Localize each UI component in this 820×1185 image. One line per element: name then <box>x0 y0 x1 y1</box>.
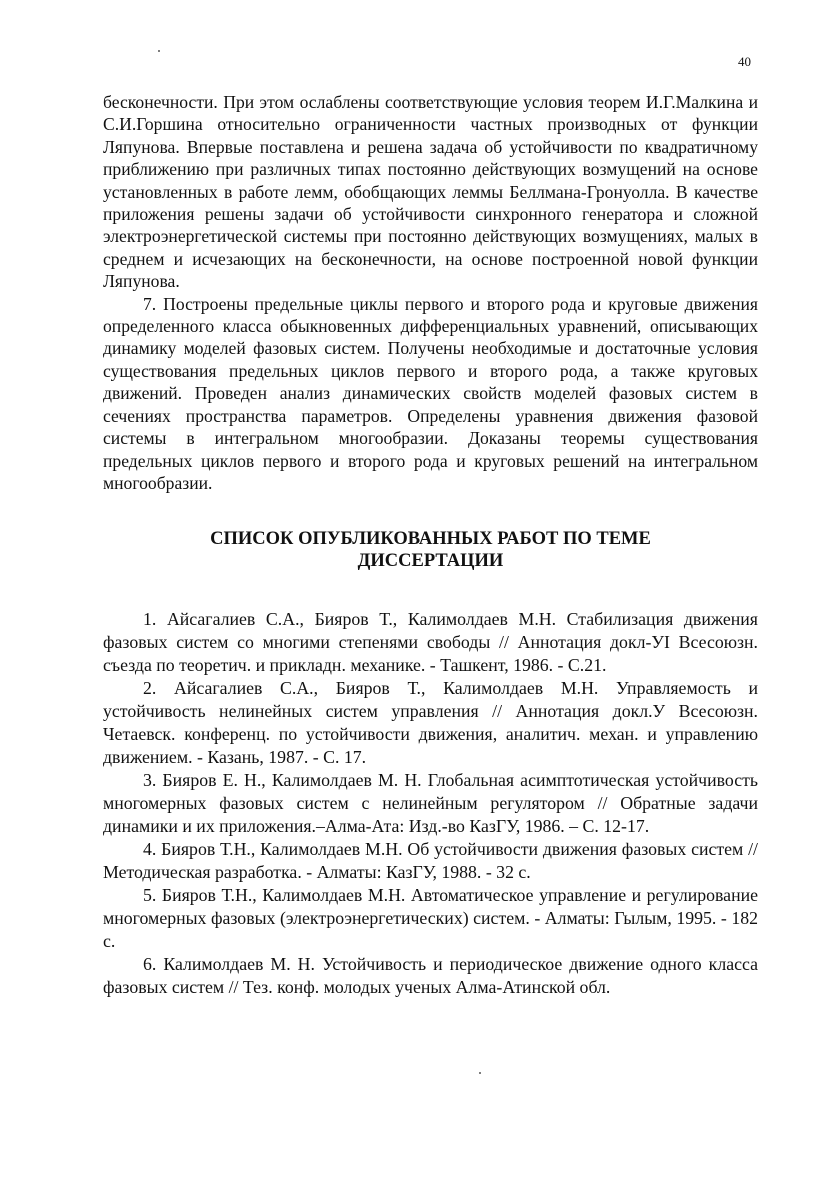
reference-item: 6. Калимолдаев М. Н. Устойчивость и периодическое движение одного класса фазовых систем // Тез. конф. молодых ученых Алма-Атинской обл. <box>103 954 758 998</box>
reference-item: 4. Бияров Т.Н., Калимолдаев М.Н. Об устойчивости движения фазовых систем // Методическая разработка. - Алматы: КазГУ, 1988. - 32 с. <box>103 839 758 883</box>
reference-item: 2. Айсагалиев С.А., Бияров Т., Калимолдаев М.Н. Управляемость и устойчивость нелинейных систем управления // Аннотация докл.У Всесоюзн. Четаевск. конференц. по устойчивости движения, аналитич. механ. и управлению движением. - Казань, 1987. - С. 17. <box>103 678 758 768</box>
page-number: 40 <box>738 54 751 69</box>
heading-line-1: СПИСОК ОПУБЛИКОВАННЫХ РАБОТ ПО ТЕМЕ <box>210 529 651 550</box>
reference-item: 1. Айсагалиев С.А., Бияров Т., Калимолдаев М.Н. Стабилизация движения фазовых систем со многими степенями свободы // Аннотация докл-УI Всесоюзн. съезда по теоретич. и прикладн. механике. - Ташкент, 1986. - С.21. <box>103 609 758 676</box>
reference-item: 5. Бияров Т.Н., Калимолдаев М.Н. Автоматическое управление и регулирование многомерных фазовых (электроэнергетических) систем. - Алматы: Гылым, 1995. - 182 с. <box>103 885 758 952</box>
scan-speck <box>479 1072 481 1074</box>
heading-line-2: ДИССЕРТАЦИИ <box>357 551 504 572</box>
reference-list <box>103 608 758 999</box>
publications-heading <box>103 528 758 572</box>
scan-speck <box>158 50 160 52</box>
result-item-7: 7. Построены предельные циклы первого и второго рода и круговые движения определенного класса обыкновенных дифференциальных уравнений, описывающих динамику моделей фазовых систем. Получены необходимые и достаточные условия существования предельных циклов первого и второго рода, а также круговых движений. Проведен анализ динамических свойств моделей фазовых систем в сечениях пространства параметров. Определены уравнения движения фазовой системы в интегральном многообразии. Доказаны теоремы существования предельных циклов первого и второго рода и круговых решений на интегральном многообразии. <box>103 293 758 493</box>
reference-item: 3. Бияров Е. Н., Калимолдаев М. Н. Глобальная асимптотическая устойчивость многомерных фазовых систем с нелинейным регулятором // Обратные задачи динамики и их приложения.–Алма-Ата: Изд.-во КазГУ, 1986. – С. 12-17. <box>103 770 758 837</box>
continuation-paragraph: бесконечности. При этом ослаблены соответствующие условия теорем И.Г.Малкина и С.И.Горшина относительно ограниченности частных производных от функции Ляпунова. Впервые поставлена и решена задача об устойчивости по квадратичному приближению при различных типах постоянно действующих возмущений на основе установленных в работе лемм, обобщающих леммы Беллмана-Гронуолла. В качестве приложения решены задачи об устойчивости синхронного генератора и сложной электроэнергетической системы при постоянно действующих возмущениях, малых в среднем и исчезающих на бесконечности, на основе построенной новой функции Ляпунова. <box>103 92 758 292</box>
document-body <box>103 91 758 999</box>
